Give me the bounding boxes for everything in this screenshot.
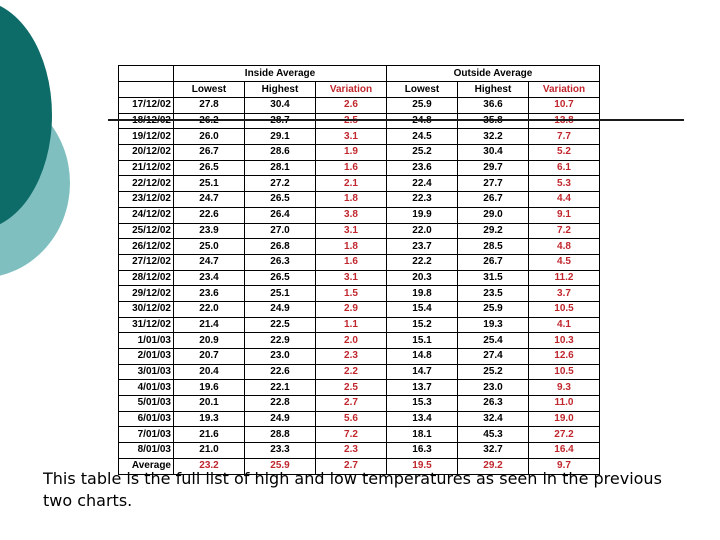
outside-lowest-cell: 22.3 [387,192,458,208]
outside-variation-cell: 4.5 [529,254,600,270]
outside-lowest-cell: 14.8 [387,349,458,365]
inside-variation-cell: 2.9 [316,301,387,317]
date-cell: 18/12/02 [119,113,174,129]
horizontal-rule [108,119,684,121]
inside-variation-cell: 2.7 [316,396,387,412]
inside-variation-cell: 3.1 [316,223,387,239]
outside-lowest-cell: 24.5 [387,129,458,145]
inside-lowest-cell: 26.2 [174,113,245,129]
inside-lowest-cell: 27.8 [174,98,245,114]
date-cell: 22/12/02 [119,176,174,192]
outside-variation-cell: 10.3 [529,333,600,349]
outside-variation-cell: 9.3 [529,380,600,396]
outside-highest-cell: 23.0 [458,380,529,396]
inside-lowest-cell: 23.9 [174,223,245,239]
inside-variation-cell: 2.6 [316,98,387,114]
inside-highest-cell: 26.8 [245,239,316,255]
outside-variation-cell: 16.4 [529,443,600,459]
table-row [119,427,600,443]
outside-highest-cell: 25.4 [458,333,529,349]
outside-variation-cell: 19.0 [529,411,600,427]
outside-lowest-cell: 13.7 [387,380,458,396]
outside-lowest-cell: 15.2 [387,317,458,333]
inside-lowest-cell: 25.1 [174,176,245,192]
corner-cell-2 [119,82,174,98]
table-row [119,380,600,396]
outside-variation-cell: 5.3 [529,176,600,192]
inside-lowest-cell: 24.7 [174,254,245,270]
outside-lowest-cell: 22.2 [387,254,458,270]
inside-variation-cell: 3.1 [316,270,387,286]
group-header-row [119,66,600,82]
inside-variation-header: Variation [316,82,387,98]
inside-variation-cell: 5.6 [316,411,387,427]
inside-highest-header: Highest [245,82,316,98]
inside-lowest-cell: 26.0 [174,129,245,145]
inside-variation-cell: 7.2 [316,427,387,443]
inside-variation-cell: 2.3 [316,443,387,459]
inside-lowest-header: Lowest [174,82,245,98]
inside-variation-cell: 1.6 [316,254,387,270]
date-cell: 20/12/02 [119,145,174,161]
inside-lowest-cell: 19.3 [174,411,245,427]
date-cell: 24/12/02 [119,207,174,223]
inside-highest-cell: 24.9 [245,411,316,427]
inside-highest-cell: 27.0 [245,223,316,239]
outside-average-header: Outside Average [387,66,600,82]
inside-highest-cell: 22.6 [245,364,316,380]
date-cell: 3/01/03 [119,364,174,380]
outside-variation-cell: 3.7 [529,286,600,302]
inside-lowest-cell: 20.4 [174,364,245,380]
outside-highest-cell: 28.5 [458,239,529,255]
inside-highest-cell: 26.3 [245,254,316,270]
date-cell: 7/01/03 [119,427,174,443]
inside-highest-cell: 22.5 [245,317,316,333]
inside-highest-cell: 28.1 [245,160,316,176]
outside-variation-cell: 10.7 [529,98,600,114]
inside-lowest-cell: 20.7 [174,349,245,365]
date-cell: 8/01/03 [119,443,174,459]
inside-lowest-cell: 23.6 [174,286,245,302]
inside-highest-cell: 22.1 [245,380,316,396]
outside-lowest-cell: 14.7 [387,364,458,380]
inside-highest-cell: 23.0 [245,349,316,365]
inside-variation-cell: 3.8 [316,207,387,223]
outside-highest-cell: 31.5 [458,270,529,286]
date-cell: 21/12/02 [119,160,174,176]
outside-highest-header: Highest [458,82,529,98]
table-row [119,254,600,270]
inside-highest-cell: 26.4 [245,207,316,223]
inside-variation-cell: 1.9 [316,145,387,161]
inside-highest-cell: 30.4 [245,98,316,114]
date-cell: 29/12/02 [119,286,174,302]
inside-highest-cell: 26.5 [245,270,316,286]
inside-highest-cell: 23.3 [245,443,316,459]
inside-highest-cell: 26.5 [245,192,316,208]
outside-highest-cell: 19.3 [458,317,529,333]
outside-highest-cell: 32.7 [458,443,529,459]
outside-highest-cell: 32.2 [458,129,529,145]
outside-lowest-cell: 19.8 [387,286,458,302]
table-row [119,207,600,223]
caption-text: This table is the full list of high and low temperatures as seen in the previous two charts. [43,469,662,510]
outside-variation-cell: 4.1 [529,317,600,333]
inside-highest-cell: 25.1 [245,286,316,302]
outside-variation-header: Variation [529,82,600,98]
inside-variation-cell: 1.8 [316,239,387,255]
outside-variation-cell: 4.4 [529,192,600,208]
table-row [119,239,600,255]
inside-variation-cell: 1.1 [316,317,387,333]
outside-variation-cell: 10.5 [529,364,600,380]
outside-lowest-cell: 15.4 [387,301,458,317]
table-row [119,192,600,208]
outside-variation-cell: 7.7 [529,129,600,145]
inside-lowest-cell: 25.0 [174,239,245,255]
inside-variation-cell: 3.1 [316,129,387,145]
outside-highest-cell: 29.7 [458,160,529,176]
table-row [119,176,600,192]
table-row [119,160,600,176]
inside-variation-cell: 1.8 [316,192,387,208]
outside-highest-cell: 26.7 [458,192,529,208]
inside-lowest-cell: 21.6 [174,427,245,443]
outside-highest-cell: 26.7 [458,254,529,270]
outside-variation-cell: 9.1 [529,207,600,223]
outside-lowest-cell: 24.8 [387,113,458,129]
outside-variation-cell: 9.7 [529,458,600,474]
date-cell: 26/12/02 [119,239,174,255]
outside-variation-cell: 10.5 [529,301,600,317]
table-row [119,223,600,239]
date-cell: 2/01/03 [119,349,174,365]
outside-variation-cell: 7.2 [529,223,600,239]
outside-lowest-cell: 13.4 [387,411,458,427]
inside-highest-cell: 24.9 [245,301,316,317]
inside-lowest-cell: 21.4 [174,317,245,333]
inside-lowest-cell: 21.0 [174,443,245,459]
temperature-table [118,65,600,475]
inside-highest-cell: 22.8 [245,396,316,412]
outside-highest-cell: 32.4 [458,411,529,427]
inside-highest-cell: 28.6 [245,145,316,161]
inside-variation-cell: 1.5 [316,286,387,302]
outside-lowest-cell: 20.3 [387,270,458,286]
outside-highest-cell: 29.2 [458,223,529,239]
inside-variation-cell: 2.7 [316,458,387,474]
inside-highest-cell: 28.8 [245,427,316,443]
date-cell: 4/01/03 [119,380,174,396]
inside-lowest-cell: 22.6 [174,207,245,223]
inside-lowest-cell: 24.7 [174,192,245,208]
table-row [119,286,600,302]
outside-lowest-cell: 19.5 [387,458,458,474]
inside-highest-cell: 27.2 [245,176,316,192]
outside-highest-cell: 29.2 [458,458,529,474]
outside-variation-cell: 4.8 [529,239,600,255]
table-row [119,443,600,459]
outside-highest-cell: 45.3 [458,427,529,443]
table-row [119,333,600,349]
date-cell: 23/12/02 [119,192,174,208]
date-cell: 19/12/02 [119,129,174,145]
table-row [119,98,600,114]
outside-variation-cell: 6.1 [529,160,600,176]
table-row [119,364,600,380]
inside-variation-cell: 2.3 [316,349,387,365]
outside-highest-cell: 25.2 [458,364,529,380]
table-row [119,411,600,427]
outside-lowest-cell: 22.0 [387,223,458,239]
inside-variation-cell: 1.6 [316,160,387,176]
outside-variation-cell: 13.8 [529,113,600,129]
outside-highest-cell: 35.8 [458,113,529,129]
table-row [119,317,600,333]
inside-lowest-cell: 23.4 [174,270,245,286]
outside-variation-cell: 27.2 [529,427,600,443]
outside-lowest-cell: 15.3 [387,396,458,412]
date-cell: 30/12/02 [119,301,174,317]
outside-variation-cell: 11.2 [529,270,600,286]
outside-lowest-cell: 16.3 [387,443,458,459]
outside-highest-cell: 23.5 [458,286,529,302]
inside-lowest-cell: 26.5 [174,160,245,176]
corner-cell [119,66,174,82]
inside-lowest-cell: 23.2 [174,458,245,474]
inside-highest-cell: 25.9 [245,458,316,474]
outside-highest-cell: 30.4 [458,145,529,161]
outside-lowest-cell: 23.6 [387,160,458,176]
table-row [119,145,600,161]
outside-highest-cell: 27.7 [458,176,529,192]
date-cell: 1/01/03 [119,333,174,349]
outside-lowest-header: Lowest [387,82,458,98]
inside-variation-cell: 2.1 [316,176,387,192]
outside-lowest-cell: 22.4 [387,176,458,192]
outside-lowest-cell: 18.1 [387,427,458,443]
table-row [119,270,600,286]
outside-highest-cell: 29.0 [458,207,529,223]
date-cell: 6/01/03 [119,411,174,427]
outside-highest-cell: 27.4 [458,349,529,365]
outside-highest-cell: 26.3 [458,396,529,412]
inside-highest-cell: 22.9 [245,333,316,349]
table-row [119,349,600,365]
outside-variation-cell: 11.0 [529,396,600,412]
date-cell: Average [119,458,174,474]
outside-variation-cell: 5.2 [529,145,600,161]
table-row [119,396,600,412]
inside-lowest-cell: 20.9 [174,333,245,349]
inside-highest-cell: 29.1 [245,129,316,145]
inside-average-header: Inside Average [174,66,387,82]
outside-lowest-cell: 25.2 [387,145,458,161]
inside-variation-cell: 2.0 [316,333,387,349]
table-row [119,129,600,145]
outside-lowest-cell: 15.1 [387,333,458,349]
outside-highest-cell: 36.6 [458,98,529,114]
table-row [119,113,600,129]
inside-lowest-cell: 19.6 [174,380,245,396]
temperature-table-container [118,65,600,475]
inside-lowest-cell: 20.1 [174,396,245,412]
date-cell: 31/12/02 [119,317,174,333]
outside-highest-cell: 25.9 [458,301,529,317]
inside-variation-cell: 2.5 [316,380,387,396]
inside-lowest-cell: 22.0 [174,301,245,317]
date-cell: 28/12/02 [119,270,174,286]
date-cell: 25/12/02 [119,223,174,239]
date-cell: 5/01/03 [119,396,174,412]
date-cell: 27/12/02 [119,254,174,270]
inside-lowest-cell: 26.7 [174,145,245,161]
column-header-row [119,82,600,98]
table-row [119,301,600,317]
outside-lowest-cell: 25.9 [387,98,458,114]
inside-variation-cell: 2.2 [316,364,387,380]
inside-highest-cell: 28.7 [245,113,316,129]
outside-lowest-cell: 23.7 [387,239,458,255]
outside-lowest-cell: 19.9 [387,207,458,223]
date-cell: 17/12/02 [119,98,174,114]
outside-variation-cell: 12.6 [529,349,600,365]
inside-variation-cell: 2.5 [316,113,387,129]
